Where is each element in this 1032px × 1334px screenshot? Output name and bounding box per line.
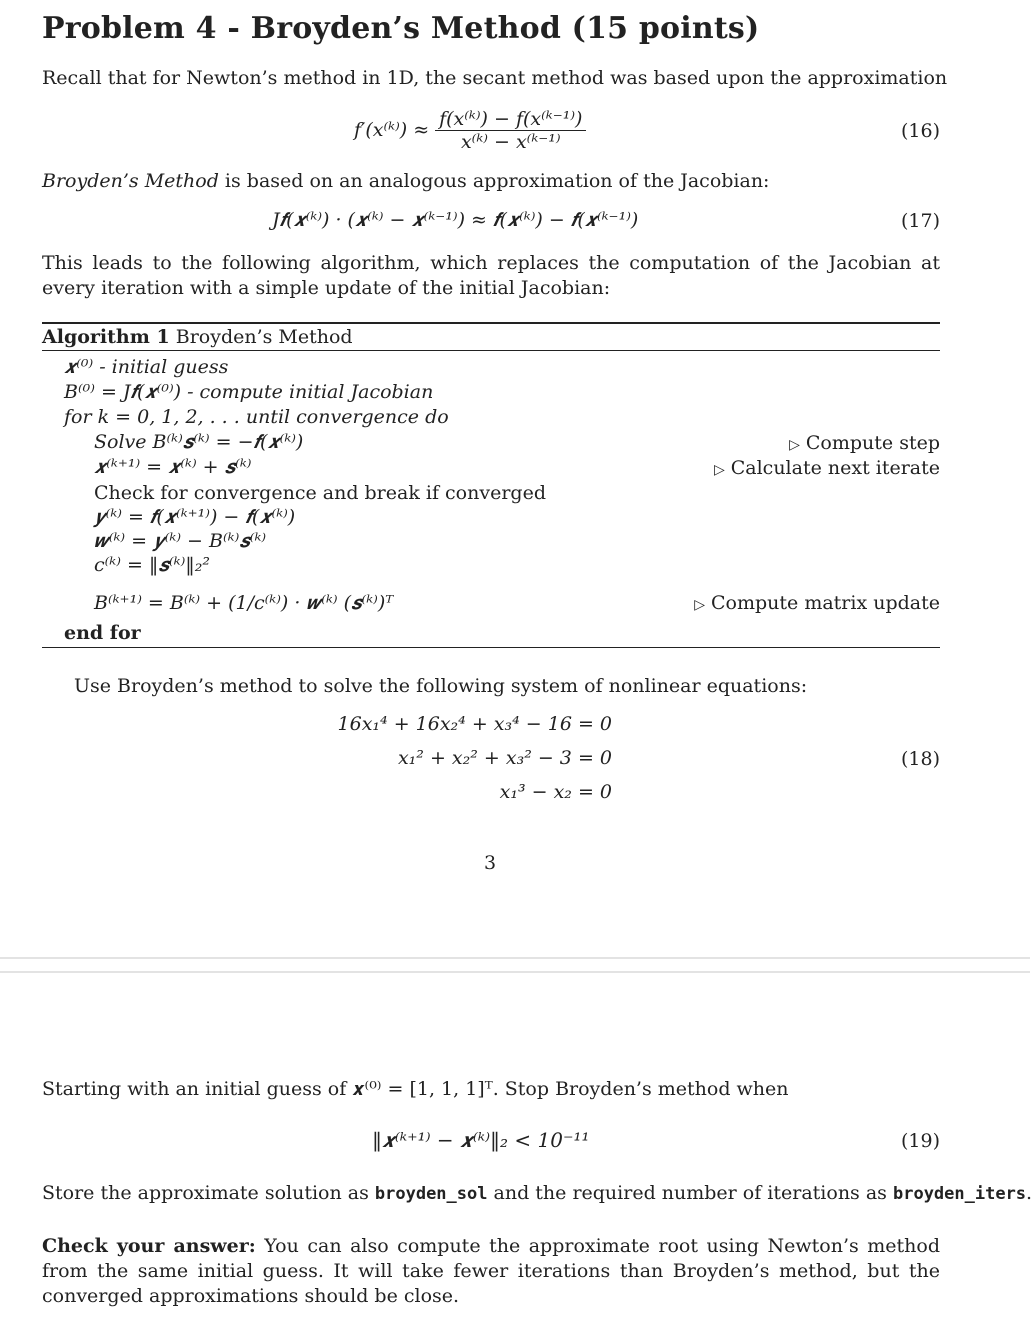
- comment-next-iterate: [714, 456, 940, 482]
- store-var-sol: broyden_sol: [374, 1184, 488, 1204]
- algorithm-heading: [42, 325, 353, 349]
- comment-compute-step-text: Compute step: [805, 432, 940, 454]
- eq16-denominator: x⁽ᵏ⁾ − x⁽ᵏ⁻¹⁾: [460, 130, 561, 153]
- algo-line-end-for: end for: [64, 622, 141, 644]
- algo-line-y: 𝒚⁽ᵏ⁾ = 𝒇(𝒙⁽ᵏ⁺¹⁾) − 𝒇(𝒙⁽ᵏ⁾): [94, 506, 296, 528]
- system-eq1: 16x₁⁴ + 16x₂⁴ + x₃⁴ − 16 = 0: [337, 713, 612, 735]
- broyden-intro: [42, 169, 769, 193]
- algo-line-w: 𝒘⁽ᵏ⁾ = 𝒚⁽ᵏ⁾ − B⁽ᵏ⁾𝒔⁽ᵏ⁾: [94, 530, 267, 552]
- algo-line-b-update: B⁽ᵏ⁺¹⁾ = B⁽ᵏ⁾ + (1/c⁽ᵏ⁾) · 𝒘⁽ᵏ⁾ (𝒔⁽ᵏ⁾)ᵀ: [94, 592, 394, 614]
- system-intro: Use Broyden’s method to solve the following system of nonlinear equations:: [74, 675, 808, 697]
- problem-title: Problem 4 - Broyden’s Method (15 points): [42, 11, 760, 46]
- page-separator-top: [0, 957, 1030, 959]
- intro-text: Recall that for Newton’s method in 1D, the secant method was based upon the approximation: [42, 67, 948, 89]
- algo-line-c: c⁽ᵏ⁾ = ‖𝒔⁽ᵏ⁾‖₂²: [94, 554, 210, 576]
- equation-16: [354, 104, 586, 156]
- check-answer-text: You can also compute the approximate root using Newton’s method from the same initial guess. It will take fewer iterations than Broyden’s method, but the converged approximations should be close.: [42, 1235, 940, 1307]
- store-mid: and the required number of iterations as: [487, 1182, 893, 1204]
- system-eq3: x₁³ − x₂ = 0: [499, 781, 612, 803]
- broyden-intro-rest: is based on an analogous approximation of the Jacobian:: [218, 170, 770, 192]
- system-eq2: x₁² + x₂² + x₃² − 3 = 0: [397, 747, 612, 769]
- eq17-number: (17): [900, 210, 940, 232]
- broyden-emph: Broyden’s Method: [42, 170, 219, 192]
- check-answer: [42, 1234, 940, 1309]
- store-suffix: .: [1026, 1182, 1032, 1204]
- eq16-numerator: f(x⁽ᵏ⁾) − f(x⁽ᵏ⁻¹⁾): [435, 108, 586, 131]
- comment-compute-step: [789, 431, 940, 457]
- algorithm-bottom-rule: [42, 647, 940, 648]
- comment-matrix-update-text: Compute matrix update: [711, 592, 940, 614]
- algo-line-initial-guess: 𝒙⁽⁰⁾ - initial guess: [64, 356, 229, 378]
- eq18-number: (18): [900, 748, 940, 770]
- equation-17: J𝒇(𝒙⁽ᵏ⁾) · (𝒙⁽ᵏ⁾ − 𝒙⁽ᵏ⁻¹⁾) ≈ 𝒇(𝒙⁽ᵏ⁾) − 𝒇(𝒙⁽ᵏ⁻¹⁾): [272, 209, 639, 231]
- eq19-number: (19): [900, 1130, 940, 1152]
- store-text: [42, 1181, 1032, 1206]
- algorithm-label: Algorithm 1: [42, 326, 170, 348]
- algo-line-initial-jacobian: B⁽⁰⁾ = J𝒇(𝒙⁽⁰⁾) - compute initial Jacobian: [64, 381, 434, 403]
- check-answer-lead: Check your answer:: [42, 1235, 256, 1257]
- triangle-icon: ▷: [694, 597, 706, 613]
- algorithm-mid-rule: [42, 350, 940, 351]
- algorithm-name: Broyden’s Method: [169, 326, 353, 348]
- algo-line-next-iterate: 𝒙⁽ᵏ⁺¹⁾ = 𝒙⁽ᵏ⁾ + 𝒔⁽ᵏ⁾: [94, 456, 252, 478]
- equation-19: ‖𝒙⁽ᵏ⁺¹⁾ − 𝒙⁽ᵏ⁾‖₂ < 10⁻¹¹: [372, 1128, 590, 1152]
- algo-line-for-loop: for k = 0, 1, 2, . . . until convergence do: [64, 406, 449, 428]
- eq16-number: (16): [900, 120, 940, 142]
- eq16-lhs: f′(x⁽ᵏ⁾) ≈: [354, 119, 430, 141]
- triangle-icon: ▷: [713, 462, 725, 478]
- triangle-icon: ▷: [789, 437, 800, 453]
- comment-next-iterate-text: Calculate next iterate: [730, 457, 940, 479]
- page-separator-bottom: [0, 971, 1030, 973]
- start-text: Starting with an initial guess of 𝒙⁽⁰⁾ = [1, 1, 1]ᵀ. Stop Broyden’s method when: [42, 1078, 789, 1100]
- comment-matrix-update: [694, 591, 940, 617]
- algorithm-top-rule: [42, 322, 940, 324]
- algo-line-solve: Solve B⁽ᵏ⁾𝒔⁽ᵏ⁾ = −𝒇(𝒙⁽ᵏ⁾): [94, 431, 304, 453]
- page-number: 3: [484, 852, 497, 874]
- leads-text: This leads to the following algorithm, which replaces the computation of the Jacobian at every iteration with a simple update of the initial Jacobian:: [42, 252, 940, 299]
- eq16-fraction: [435, 108, 586, 153]
- store-prefix: Store the approximate solution as: [42, 1182, 375, 1204]
- algo-line-check: Check for convergence and break if converged: [94, 482, 546, 504]
- store-var-iters: broyden_iters: [892, 1184, 1027, 1204]
